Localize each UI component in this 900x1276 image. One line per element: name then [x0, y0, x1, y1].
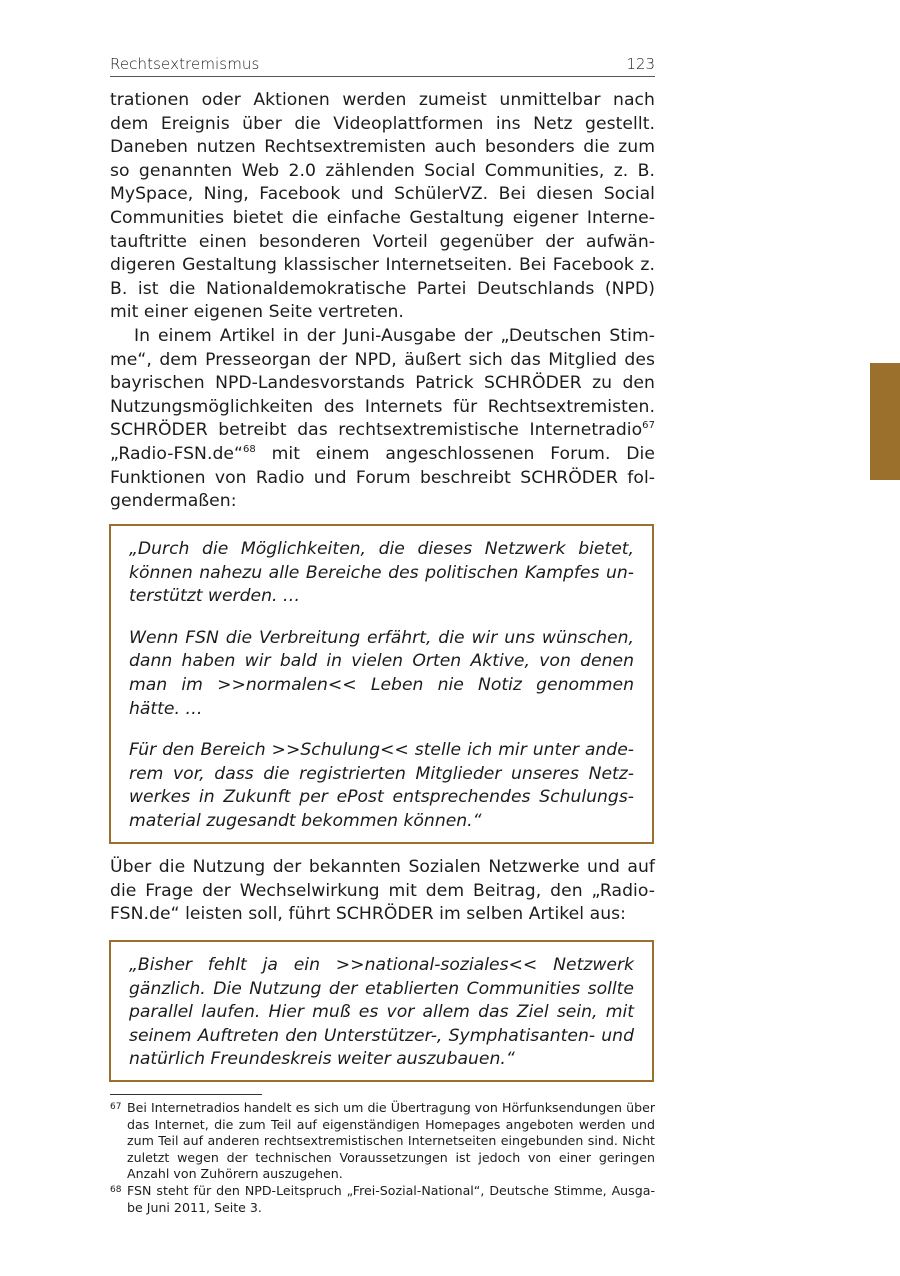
- quote-1-paragraph: „Durch die Möglichkeiten, die dieses Netzwerk bietet, können nahezu alle Bereiche des politischen Kampfes unterstützt werden. …: [129, 539, 634, 607]
- paragraph-2-part-2: „Radio-FSN.de“: [110, 443, 244, 464]
- footnote-ref-67[interactable]: 67: [642, 420, 655, 432]
- footnote-number: 68: [110, 1184, 122, 1195]
- page-number: 123: [626, 55, 655, 73]
- footnote-ref-68[interactable]: 68: [243, 443, 256, 455]
- paragraph-3: Über die Nutzung der bekannten Sozialen Netzwerke und auf die Frage der Wechselwirkung mit dem Beitrag, den „Radio-FSN.de“ leisten soll, führt SCHRÖDER im selben Artikel aus:: [110, 857, 655, 925]
- quote-1-paragraph: Wenn FSN die Verbreitung erfährt, die wir uns wünschen, dann haben wir bald in vielen Orten Aktive, von denen man im >>normalen<< Leben nie Notiz genommen hätte. …: [129, 627, 634, 719]
- quote-2-paragraph: „Bisher fehlt ja ein >>national-soziales<< Netzwerk gänzlich. Die Nutzung der etablierten Communities sollte parallel laufen. Hier muß es vor allem das Ziel sein, mit seinem Auftreten den Unterstützer-, Symphatisanten- und natürlich Freundeskreis weiter auszubauen.“: [129, 955, 634, 1070]
- paragraph-2: [110, 325, 655, 514]
- footnote-text: Bei Internetradios handelt es sich um die Übertragung von Hörfunksendungen über das Internet, die zum Teil auf eigenständigen Homepages angeboten werden und zum Teil auf anderen rechtsextremistischen Internetseiten eingebunden sind. Nicht zuletzt wegen der technischen Voraussetzungen ist jedoch von einer geringen Anzahl von Zuhörern auszugehen.: [127, 1100, 655, 1182]
- quote-1-paragraph: Für den Bereich >>Schulung<< stelle ich mir unter anderem vor, dass die registrierten Mitglieder unseres Netzwerkes in Zukunft per ePost entsprechendes Schulungsmaterial zugesandt bekommen können.“: [129, 740, 634, 831]
- footnote-number: 67: [110, 1102, 122, 1112]
- running-header: [110, 52, 655, 77]
- footnote-separator: [110, 1094, 262, 1095]
- footnotes: [110, 1100, 655, 1216]
- paragraph-1: trationen oder Aktionen werden zumeist unmittelbar nach dem Ereignis über die Videoplattformen ins Netz gestellt. Daneben nutzen Rechtsextremisten auch besonders die zum so genannten Web 2.0 zählenden Social Communities, z. B. MySpace, Ning, Facebook und SchülerVZ. Bei diesen Social Communities bietet die einfache Gestaltung eigener Internetauftritte einen besonderen Vorteil gegenüber der aufwändigeren Gestaltung klassischer Internetseiten. Bei Facebook z. B. ist die Nationaldemokratische Partei Deutschlands (NPD) mit einer eigenen Seite vertreten.: [110, 90, 655, 323]
- body-text-top: [110, 89, 655, 514]
- paragraph-2-part-3: mit einem angeschlossenen Forum. Die Funktionen von Radio und Forum beschreibt SCHRÖDER folgendermaßen:: [110, 443, 655, 512]
- body-text-middle: [110, 856, 655, 927]
- quote-box-2: [109, 940, 654, 1082]
- quote-box-1: [109, 524, 654, 844]
- footnote-67: [110, 1100, 655, 1183]
- footnote-text: FSN steht für den NPD-Leitspruch „Frei-Sozial-National“, Deutsche Stimme, Ausgabe Juni 2011, Seite 3.: [127, 1182, 655, 1215]
- paragraph-2-part-1: In einem Artikel in der Juni-Ausgabe der „Deutschen Stimme“, dem Presseorgan der NPD, äußert sich das Mitglied des bayrischen NPD-Landesvorstands Patrick SCHRÖDER zu den Nutzungsmöglichkeiten des Internets für Rechtsextremisten. SCHRÖDER betreibt das rechtsextremistische Internetradio: [110, 325, 655, 441]
- footnote-68: [110, 1183, 655, 1216]
- chapter-thumb-tab: [870, 363, 900, 480]
- running-title: Rechtsextremismus: [110, 55, 260, 73]
